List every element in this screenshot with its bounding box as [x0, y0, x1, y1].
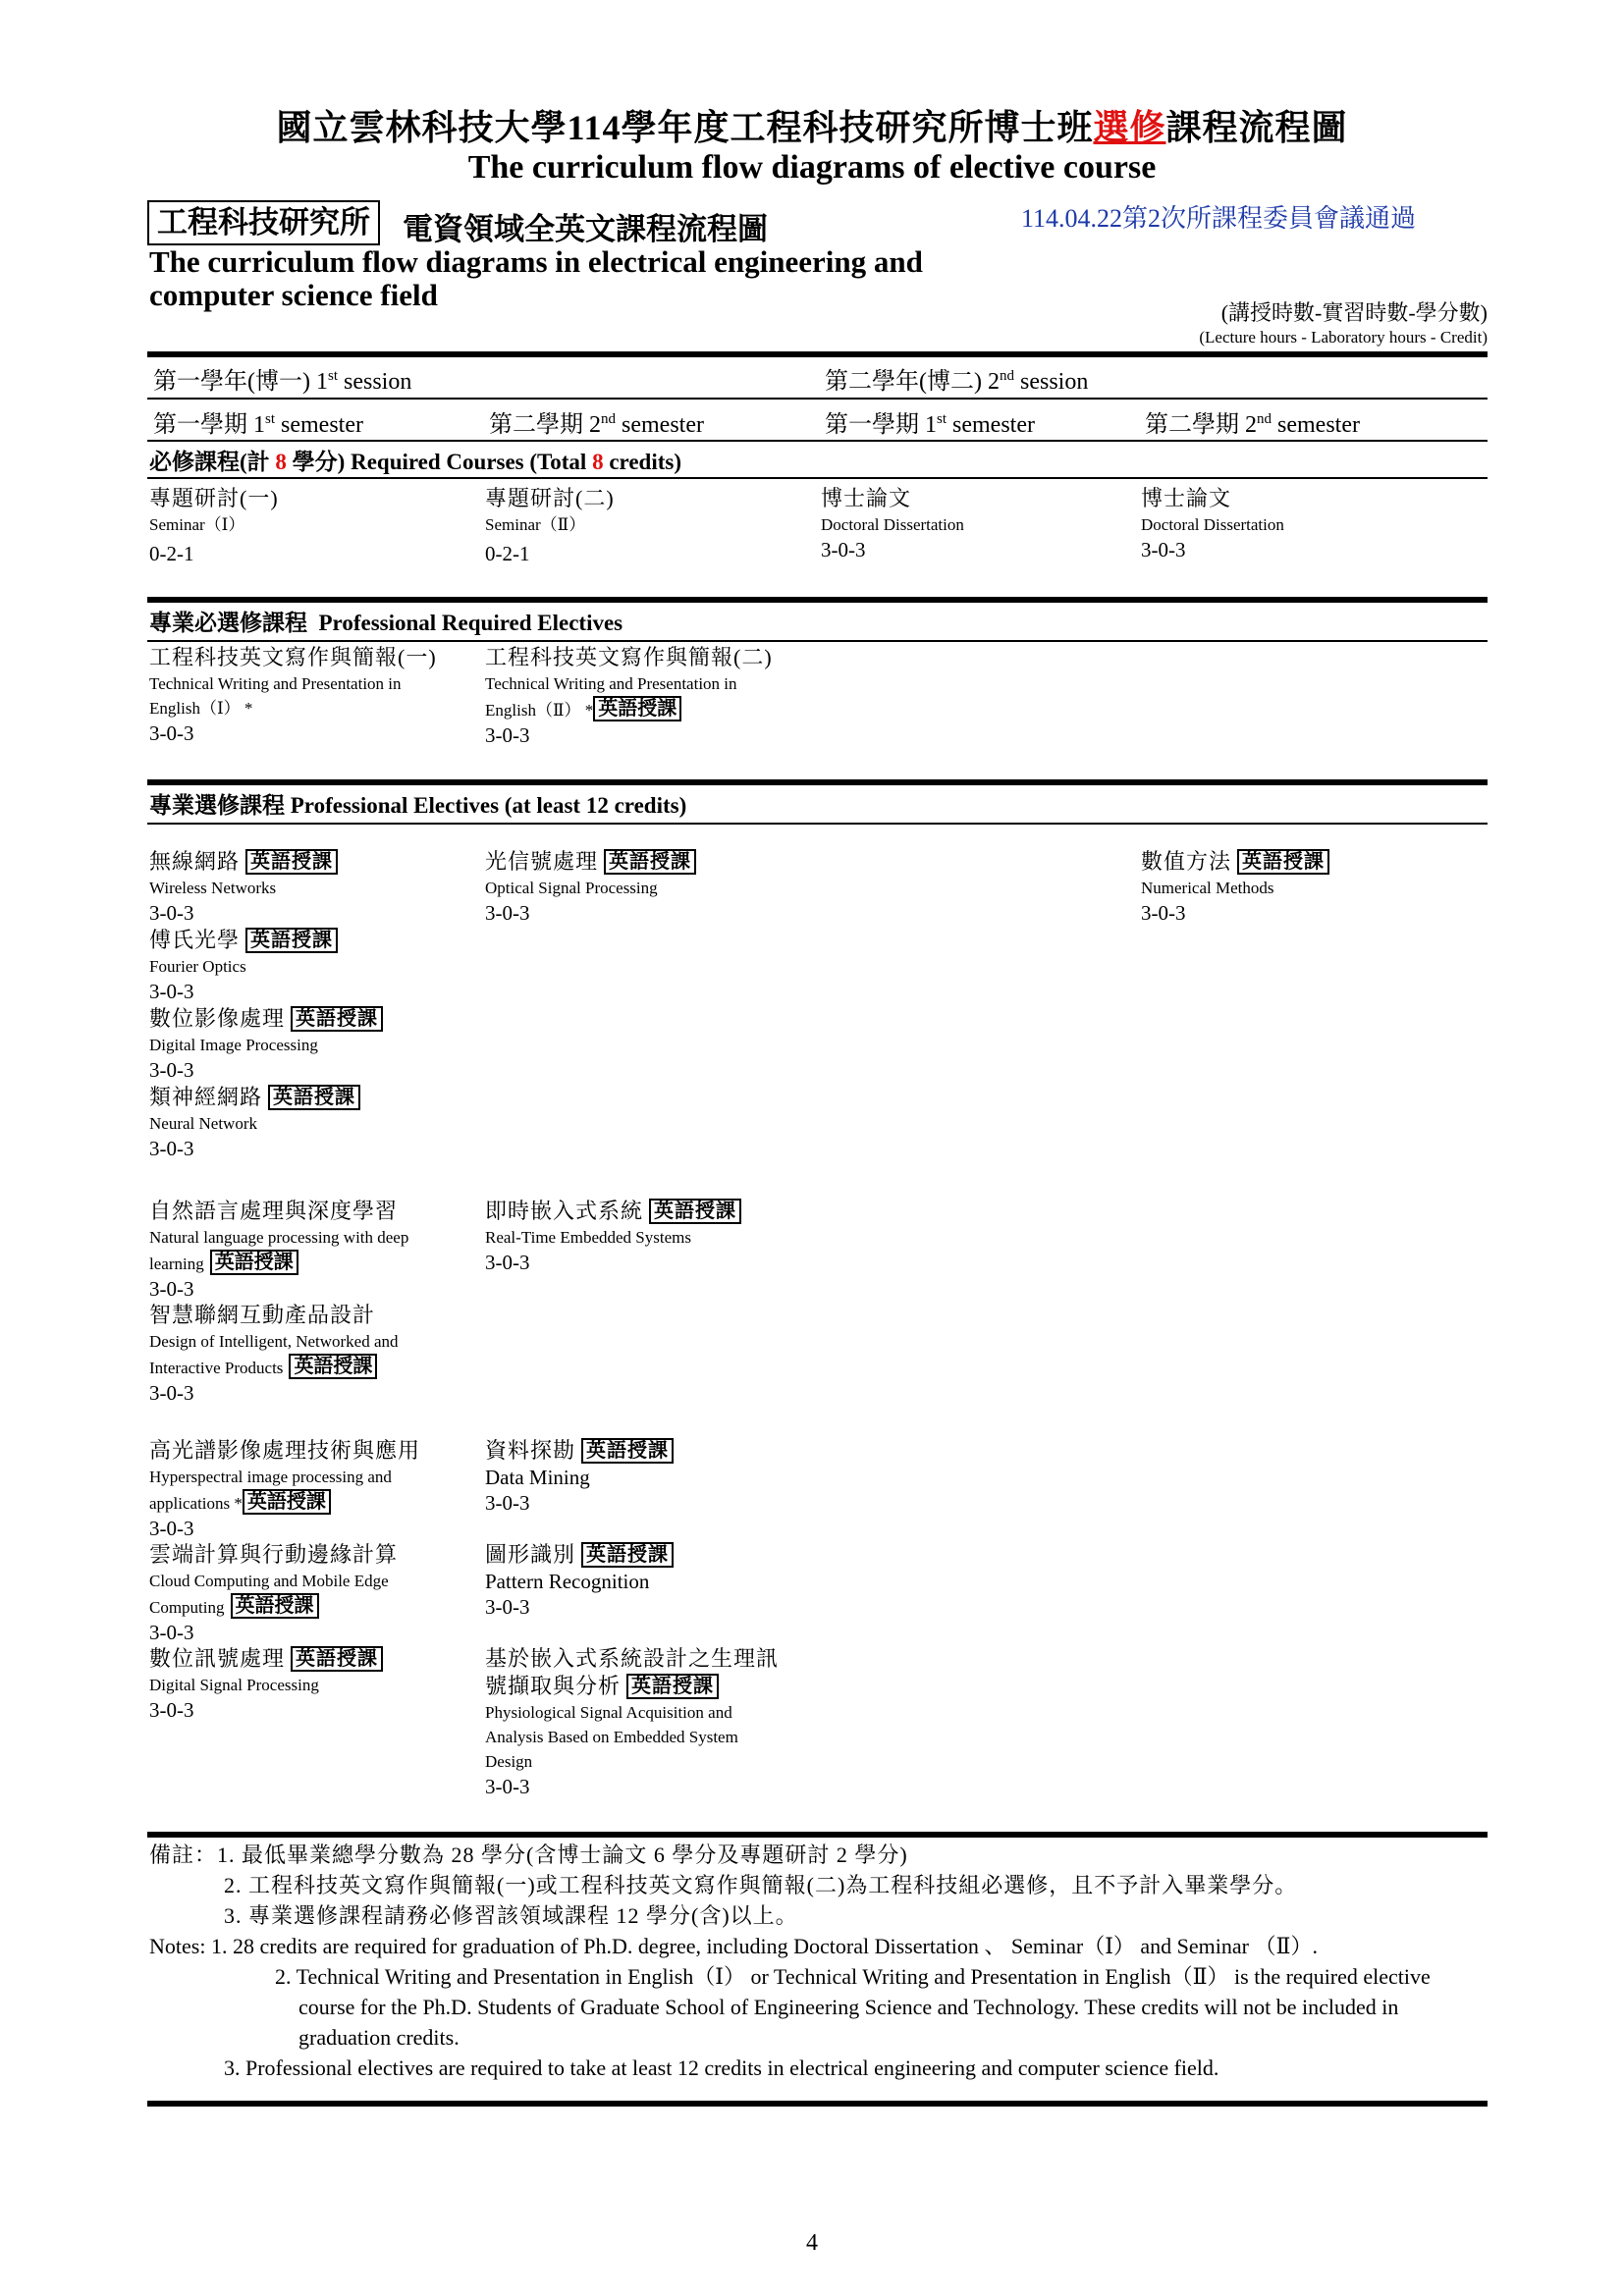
course-optical-signal-processing: 光信號處理 英語授課 Optical Signal Processing 3-0-3	[485, 848, 819, 926]
english-taught-badge: 英語授課	[291, 1006, 383, 1032]
course-seminar-2: 專題研討(二) Seminar（Ⅱ） 0-2-1	[485, 486, 615, 565]
page-title-cn: 國立雲林科技大學114學年度工程科技研究所博士班選修課程流程圖	[276, 108, 1348, 147]
divider	[147, 779, 1488, 785]
unit-legend-cn: (講授時數-實習時數-學分數)	[1220, 300, 1488, 325]
divider	[147, 597, 1488, 603]
course-tech-writing-1: 工程科技英文寫作與簡報(一) Technical Writing and Presentation in English（Ⅰ） * 3-0-3	[149, 645, 437, 745]
course-fourier-optics: 傅氏光學 英語授課 Fourier Optics 3-0-3	[149, 927, 483, 1004]
course-digital-image-processing: 數位影像處理 英語授課 Digital Image Processing 3-0-3	[149, 1005, 483, 1083]
divider	[147, 823, 1488, 825]
divider	[147, 640, 1488, 642]
approval-note: 114.04.22第2次所課程委員會議通過	[1021, 204, 1417, 233]
english-taught-badge: 英語授課	[291, 1646, 383, 1672]
page-number: 4	[806, 2230, 818, 2256]
english-taught-badge: 英語授課	[231, 1593, 319, 1619]
course-neural-network: 類神經網路 英語授課 Neural Network 3-0-3	[149, 1084, 483, 1161]
english-taught-badge: 英語授課	[1237, 849, 1329, 875]
english-taught-badge: 英語授課	[581, 1438, 674, 1464]
course-seminar-1: 專題研討(一) Seminar（Ⅰ） 0-2-1	[149, 486, 279, 565]
english-taught-badge: 英語授課	[243, 1489, 331, 1515]
course-dissertation-1: 博士論文 Doctoral Dissertation 3-0-3	[821, 486, 964, 561]
course-data-mining: 資料探勘 英語授課 Data Mining 3-0-3	[485, 1437, 819, 1516]
course-tech-writing-2: 工程科技英文寫作與簡報(二) Technical Writing and Presentation in English（Ⅱ） * 英語授課 3-0-3	[485, 645, 773, 747]
divider	[147, 351, 1488, 357]
english-taught-badge: 英語授課	[289, 1354, 377, 1379]
semester-3-header: 第一學期 1st semester	[825, 411, 1035, 438]
note-en-3: 3. Professional electives are required to take at least 12 credits in electrical engineering and computer science field.	[224, 2056, 1219, 2080]
divider	[147, 440, 1488, 442]
course-nlp-deep-learning: 自然語言處理與深度學習 Natural language processing with deep learning 英語授課 3-0-3	[149, 1199, 409, 1301]
english-taught-badge: 英語授課	[210, 1250, 298, 1275]
english-taught-badge: 英語授課	[245, 928, 338, 953]
english-taught-badge: 英語授課	[581, 1542, 674, 1568]
note-cn-2: 2. 工程科技英文寫作與簡報(一)或工程科技英文寫作與簡報(二)為工程科技組必選修，且不予計入畢業學分。	[224, 1873, 1298, 1897]
note-cn-3: 3. 專業選修課程請務必修習該領域課程 12 學分(含)以上。	[224, 1903, 798, 1928]
english-taught-badge: 英語授課	[268, 1085, 360, 1110]
course-wireless-networks: 無線網路 英語授課 Wireless Networks 3-0-3	[149, 848, 483, 926]
divider	[147, 398, 1488, 400]
course-hyperspectral-image-processing: 高光譜影像處理技術與應用 Hyperspectral image processing and applications * 英語授課 3-0-3	[149, 1438, 421, 1540]
page-title-en: The curriculum flow diagrams of elective course	[467, 149, 1157, 186]
course-numerical-methods: 數值方法 英語授課 Numerical Methods 3-0-3	[1141, 848, 1475, 926]
prof-electives-heading: 專業選修課程 Professional Electives (at least 12 credits)	[149, 793, 687, 818]
course-cloud-edge-computing: 雲端計算與行動邊緣計算 Cloud Computing and Mobile Edge Computing 英語授課 3-0-3	[149, 1542, 399, 1644]
field-title-en: The curriculum flow diagrams in electrical engineering and computer science field	[149, 244, 923, 312]
english-taught-badge: 英語授課	[604, 849, 696, 875]
elective-highlight: 選修	[1093, 108, 1166, 147]
year-1-header: 第一學年(博一) 1st session	[153, 368, 412, 395]
divider	[147, 2101, 1488, 2107]
english-taught-badge: 英語授課	[245, 849, 338, 875]
note-en-1: Notes: 1. 28 credits are required for graduation of Ph.D. degree, including Doctoral Dissertation 、 Seminar（Ⅰ） and Seminar （Ⅱ）.	[149, 1934, 1318, 1958]
required-courses-heading: 必修課程(計 8 學分) Required Courses (Total 8 credits)	[149, 450, 681, 474]
note-cn-1: 備註：1. 最低畢業總學分數為 28 學分(含博士論文 6 學分及專題研討 2 學分)	[149, 1842, 908, 1867]
year-2-header: 第二學年(博二) 2nd session	[825, 368, 1089, 395]
semester-2-header: 第二學期 2nd semester	[489, 411, 704, 438]
semester-4-header: 第二學期 2nd semester	[1145, 411, 1360, 438]
notes-section	[149, 1840, 1489, 2083]
course-physiological-signal-acquisition: 基於嵌入式系統設計之生理訊 號擷取與分析 英語授課 Physiological Signal Acquisition and Analysis Based on Embedded System Design 3-0-3	[485, 1646, 780, 1798]
course-pattern-recognition: 圖形識別 英語授課 Pattern Recognition 3-0-3	[485, 1541, 819, 1620]
english-taught-badge: 英語授課	[626, 1674, 719, 1699]
course-real-time-embedded-systems: 即時嵌入式系統 英語授課 Real-Time Embedded Systems 3-0-3	[485, 1198, 819, 1275]
course-digital-signal-processing: 數位訊號處理 英語授課 Digital Signal Processing 3-0-3	[149, 1645, 483, 1723]
department-box: 工程科技研究所	[147, 200, 380, 245]
field-title-cn: 電資領域全英文課程流程圖	[403, 212, 768, 246]
divider	[147, 477, 1488, 479]
english-taught-badge: 英語授課	[593, 696, 681, 721]
divider	[147, 1832, 1488, 1838]
prof-required-heading: 專業必選修課程 Professional Required Electives	[149, 611, 623, 635]
course-intelligent-networked-products: 智慧聯網互動產品設計 Design of Intelligent, Networked and Interactive Products 英語授課 3-0-3	[149, 1303, 399, 1405]
semester-1-header: 第一學期 1st semester	[153, 411, 363, 438]
english-taught-badge: 英語授課	[649, 1199, 741, 1224]
unit-legend-en: (Lecture hours - Laboratory hours - Credit)	[1199, 328, 1488, 347]
note-en-2: 2. Technical Writing and Presentation in English（Ⅰ） or Technical Writing and Presentation in English（Ⅱ） is the required elective course for the Ph.D. Students of Graduate School of Engineering Science and Technology. These credits will not be included in graduation credits.	[275, 1964, 1431, 2050]
course-dissertation-2: 博士論文 Doctoral Dissertation 3-0-3	[1141, 486, 1284, 561]
